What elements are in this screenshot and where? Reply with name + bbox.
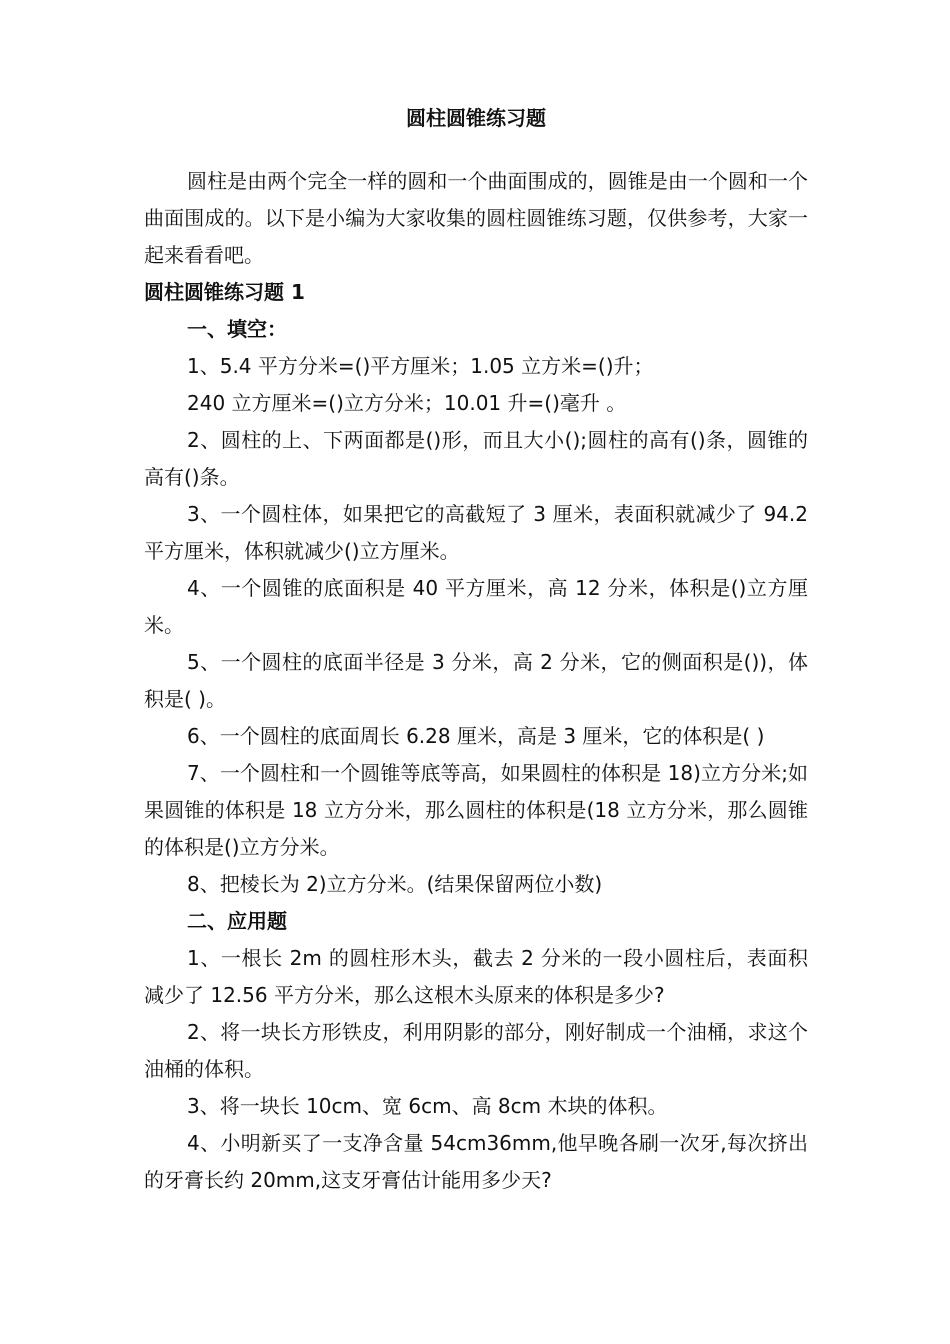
fill-in-item: 2、圆柱的上、下两面都是()形，而且大小();圆柱的高有()条，圆锥的高有()条。 bbox=[144, 428, 808, 489]
section-fill-in-heading: 一、填空： bbox=[187, 317, 287, 341]
section-application-heading: 二、应用题 bbox=[187, 909, 287, 933]
fill-in-item: 6、一个圆柱的底面周长 6.28 厘米，高是 3 厘米，它的体积是( ) bbox=[187, 724, 765, 748]
application-item: 1、一根长 2m 的圆柱形木头，截去 2 分米的一段小圆柱后，表面积减少了 12.56 平方分米，那么这根木头原来的体积是多少? bbox=[144, 946, 808, 1007]
application-item: 4、小明新买了一支净含量 54cm36mm,他早晚各刷一次牙,每次挤出的牙膏长约 20mm,这支牙膏估计能用多少天? bbox=[144, 1131, 808, 1192]
application-item: 2、将一块长方形铁皮，利用阴影的部分，刚好制成一个油桶，求这个油桶的体积。 bbox=[144, 1020, 808, 1081]
document-page bbox=[144, 100, 808, 1199]
fill-in-item: 240 立方厘米=()立方分米；10.01 升=()毫升 。 bbox=[187, 391, 627, 415]
fill-in-item: 3、一个圆柱体，如果把它的高截短了 3 厘米，表面积就减少了 94.2 平方厘米，体积就减少()立方厘米。 bbox=[144, 502, 808, 563]
exercise-heading: 圆柱圆锥练习题 1 bbox=[144, 280, 305, 304]
document-title: 圆柱圆锥练习题 bbox=[406, 106, 546, 130]
fill-in-item: 5、一个圆柱的底面半径是 3 分米，高 2 分米，它的侧面积是())，体积是( )。 bbox=[144, 650, 808, 711]
intro-paragraph: 圆柱是由两个完全一样的圆和一个曲面围成的，圆锥是由一个圆和一个曲面围成的。以下是小编为大家收集的圆柱圆锥练习题，仅供参考，大家一起来看看吧。 bbox=[144, 169, 808, 267]
fill-in-item: 8、把棱长为 2)立方分米。(结果保留两位小数) bbox=[187, 872, 603, 896]
fill-in-item: 4、一个圆锥的底面积是 40 平方厘米，高 12 分米，体积是()立方厘米。 bbox=[144, 576, 808, 637]
fill-in-item: 1、5.4 平方分米=()平方厘米；1.05 立方米=()升； bbox=[187, 354, 654, 378]
application-item: 3、将一块长 10cm、宽 6cm、高 8cm 木块的体积。 bbox=[187, 1094, 668, 1118]
fill-in-item: 7、一个圆柱和一个圆锥等底等高，如果圆柱的体积是 18)立方分米;如果圆锥的体积是 18 立方分米，那么圆柱的体积是(18 立方分米，那么圆锥的体积是()立方分米。 bbox=[144, 761, 808, 859]
